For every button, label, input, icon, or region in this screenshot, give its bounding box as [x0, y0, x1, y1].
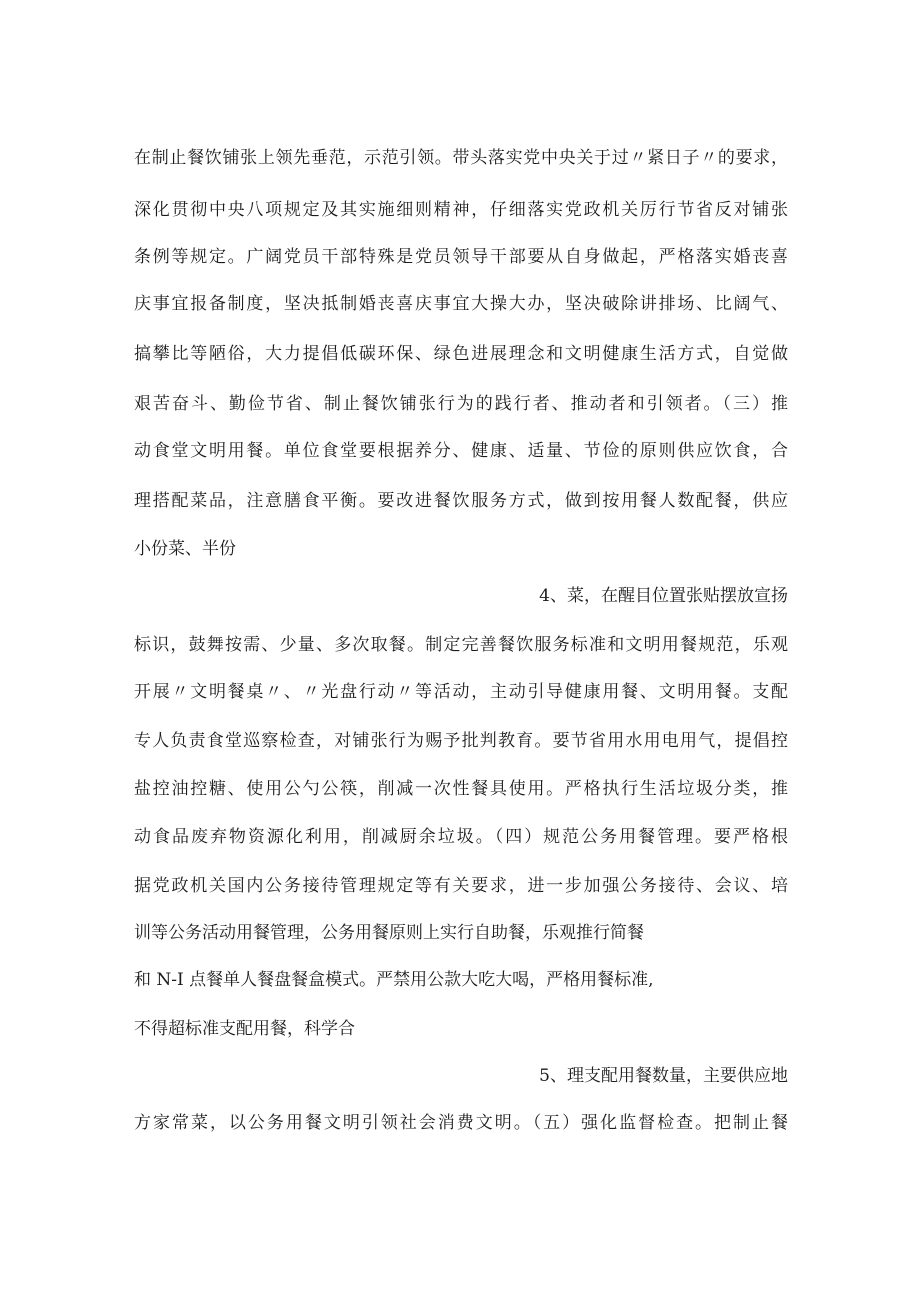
paragraph-line: 庆事宜报备制度，坚决抵制婚丧喜庆事宜大操大办，坚决破除讲排场、比阔气、: [134, 294, 788, 314]
paragraph-line: 5、理支配用餐数量，主要供应地: [539, 1066, 788, 1086]
paragraph-line: 方家常菜，以公务用餐文明引领社会消费文明。（五）强化监督检查。把制止餐: [134, 1113, 788, 1133]
paragraph-line: 小份菜、半份: [134, 539, 236, 559]
paragraph-line: 动食堂文明用餐。单位食堂要根据养分、健康、适量、节俭的原则供应饮食，合: [134, 441, 788, 461]
paragraph-line: 不得超标准支配用餐，科学合: [134, 1019, 355, 1039]
paragraph-line: 条例等规定。广阔党员干部特殊是党员领导干部要从自身做起，严格落实婚丧喜: [134, 247, 788, 267]
paragraph-line: 动食品废弃物资源化利用，削减厨余垃圾。（四）规范公务用餐管理。要严格根: [134, 827, 788, 847]
paragraph-line: 盐控油控糖、使用公勺公筷，削减一次性餐具使用。严格执行生活垃圾分类，推: [134, 779, 788, 799]
paragraph-line: 在制止餐饮铺张上领先垂范，示范引领。带头落实党中央关于过〃紧日子〃的要求，: [134, 148, 788, 168]
paragraph-line: 专人负责食堂巡察检查，对铺张行为赐予批判教育。要节省用水用电用气，提倡控: [134, 731, 788, 751]
paragraph-line: 深化贯彻中央八项规定及其实施细则精神，仔细落实党政机关厉行节省反对铺张: [134, 200, 788, 220]
paragraph-line: 搞攀比等陋俗，大力提倡低碳环保、绿色进展理念和文明健康生活方式，自觉做: [134, 344, 788, 364]
paragraph-line: 标识，鼓舞按需、少量、多次取餐。制定完善餐饮服务标准和文明用餐规范，乐观: [134, 635, 788, 655]
paragraph-line: 据党政机关国内公务接待管理规定等有关要求，进一步加强公务接待、会议、培: [134, 876, 788, 896]
paragraph-line: 开展〃文明餐桌〃、〃光盘行动〃等活动，主动引导健康用餐、文明用餐。支配: [134, 682, 788, 702]
paragraph-line: 4、菜，在醒目位置张贴摆放宣扬: [539, 586, 788, 606]
paragraph-line: 训等公务活动用餐管理，公务用餐原则上实行自助餐，乐观推行简餐: [134, 923, 644, 943]
paragraph-line: 理搭配菜品，注意膳食平衡。要改进餐饮服务方式，做到按用餐人数配餐，供应: [134, 491, 788, 511]
paragraph-line: 艰苦奋斗、勤俭节省、制止餐饮铺张行为的践行者、推动者和引领者。（三）推: [134, 394, 788, 414]
paragraph-line: 和 N-I 点餐单人餐盘餐盒模式。严禁用公款大吃大喝，严格用餐标准,: [134, 970, 654, 990]
